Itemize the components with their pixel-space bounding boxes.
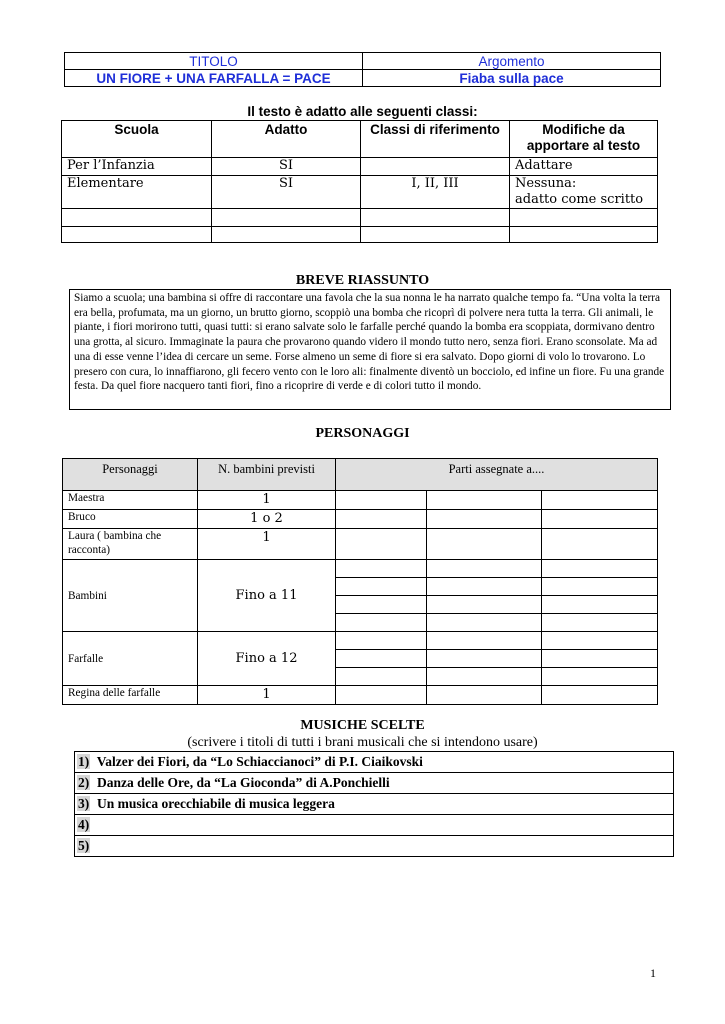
part-cell	[336, 510, 427, 529]
part-cell	[336, 632, 427, 650]
part-cell	[427, 560, 542, 578]
character-name: Farfalle	[63, 632, 198, 686]
part-cell	[336, 668, 427, 686]
summary-title: BREVE RIASSUNTO	[295, 273, 430, 288]
title-table	[64, 52, 661, 87]
titolo-label: TITOLO	[65, 53, 363, 70]
music-item-number: 2)	[78, 775, 90, 790]
argomento-label: Argomento	[363, 53, 661, 70]
part-cell	[427, 668, 542, 686]
part-cell	[542, 686, 658, 705]
music-item-number: 5)	[78, 838, 90, 853]
empty-cell	[212, 227, 361, 243]
empty-cell	[361, 209, 510, 227]
adatto-cell: SI	[212, 158, 361, 176]
scuola-cell: Elementare	[62, 176, 212, 209]
part-cell	[336, 529, 427, 560]
modifiche-line-2: adatto come scritto	[515, 192, 644, 207]
titolo-value: UN FIORE + UNA FARFALLA = PACE	[65, 70, 363, 87]
part-cell	[427, 491, 542, 510]
col-bambini: N. bambini previsti	[198, 459, 336, 491]
music-item	[75, 836, 674, 857]
character-name: Regina delle farfalle	[63, 686, 198, 705]
classes-heading: Il testo è adatto alle seguenti classi:	[247, 104, 478, 119]
music-item	[75, 815, 674, 836]
empty-cell	[361, 227, 510, 243]
col-personaggi: Personaggi	[63, 459, 198, 491]
part-cell	[336, 491, 427, 510]
part-cell	[336, 650, 427, 668]
part-cell	[542, 668, 658, 686]
character-count: 1 o 2	[198, 510, 336, 529]
music-item-number: 3)	[78, 796, 90, 811]
music-item-text: Danza delle Ore, da “La Gioconda” di A.Ponchielli	[97, 775, 390, 790]
part-cell	[427, 529, 542, 560]
part-cell	[336, 686, 427, 705]
part-cell	[427, 596, 542, 614]
music-item	[75, 773, 674, 794]
music-item-number: 1)	[78, 754, 90, 769]
character-name: Maestra	[63, 491, 198, 510]
music-item-number: 4)	[78, 817, 90, 832]
character-name: Bambini	[63, 560, 198, 632]
part-cell	[542, 650, 658, 668]
classi-cell: I, II, III	[361, 176, 510, 209]
part-cell	[336, 560, 427, 578]
empty-cell	[212, 209, 361, 227]
summary-text: Siamo a scuola; una bambina si offre di raccontare una favola che la sua nonna le ha narrato qualche tempo fa. “Una volta la terra era bella, profumata, ma un giorno, un brutto giorno, scoppiò una bomba che ricoprì di polvere nera tutta la terra. Gli animali, le piante, i fiori morirono tutti, quasi tutti: si erano salvate solo le farfalle perché quando la bomba era scoppiata, dormivano dentro una grotta, al sicuro. Immaginate la paura che provarono quando videro il mondo tutto nero, senza fiori. Erano sconsolate. Ma ad una di esse venne l’idea di cercare un seme. Forse almeno un seme di fiore si era salvato. Dopo giorni di volo lo trovarono. Lo presero con cura, lo innaffiarono, gli fecero vento con le loro ali: finalmente diventò un bocciolo, ed infine un fiore. Fu una grande festa. Da quel fiore nacquero tanti fiori, fino a ricoprire di verde e di colori tutto il mondo.	[69, 289, 671, 410]
music-subtitle: (scrivere i titoli di tutti i brani musicali che si intendono usare)	[187, 735, 538, 750]
part-cell	[336, 578, 427, 596]
characters-title: PERSONAGGI	[315, 426, 410, 441]
part-cell	[427, 632, 542, 650]
classi-cell	[361, 158, 510, 176]
part-cell	[542, 578, 658, 596]
col-classi: Classi di riferimento	[361, 121, 510, 158]
part-cell	[427, 650, 542, 668]
modifiche-cell: Adattare	[510, 158, 658, 176]
argomento-value: Fiaba sulla pace	[363, 70, 661, 87]
character-name: Bruco	[63, 510, 198, 529]
music-title: MUSICHE SCELTE	[300, 718, 425, 733]
col-adatto: Adatto	[212, 121, 361, 158]
character-count: 1	[198, 491, 336, 510]
character-count: Fino a 11	[198, 560, 336, 632]
part-cell	[542, 491, 658, 510]
character-count: Fino a 12	[198, 632, 336, 686]
part-cell	[542, 632, 658, 650]
part-cell	[336, 596, 427, 614]
part-cell	[336, 614, 427, 632]
music-item-text: Un musica orecchiabile di musica leggera	[97, 796, 335, 811]
part-cell	[542, 510, 658, 529]
empty-cell	[62, 227, 212, 243]
modifiche-line-1: Nessuna:	[515, 176, 577, 191]
character-name: Laura ( bambina che racconta)	[63, 529, 198, 560]
part-cell	[427, 614, 542, 632]
col-scuola: Scuola	[62, 121, 212, 158]
music-item	[75, 752, 674, 773]
modifiche-cell	[510, 176, 658, 209]
col-modifiche: Modifiche da apportare al testo	[510, 121, 658, 158]
classes-table	[61, 120, 658, 243]
part-cell	[427, 686, 542, 705]
music-item	[75, 794, 674, 815]
part-cell	[542, 560, 658, 578]
character-count: 1	[198, 529, 336, 560]
part-cell	[427, 510, 542, 529]
music-table	[74, 751, 674, 857]
music-item-text: Valzer dei Fiori, da “Lo Schiaccianoci” di P.I. Ciaikovski	[96, 754, 423, 769]
part-cell	[542, 596, 658, 614]
page-number: 1	[650, 966, 656, 980]
character-count: 1	[198, 686, 336, 705]
empty-cell	[510, 209, 658, 227]
empty-cell	[62, 209, 212, 227]
part-cell	[542, 614, 658, 632]
part-cell	[427, 578, 542, 596]
adatto-cell: SI	[212, 176, 361, 209]
col-parti: Parti assegnate a....	[336, 459, 658, 491]
empty-cell	[510, 227, 658, 243]
part-cell	[542, 529, 658, 560]
characters-table	[62, 458, 658, 705]
scuola-cell: Per l’Infanzia	[62, 158, 212, 176]
